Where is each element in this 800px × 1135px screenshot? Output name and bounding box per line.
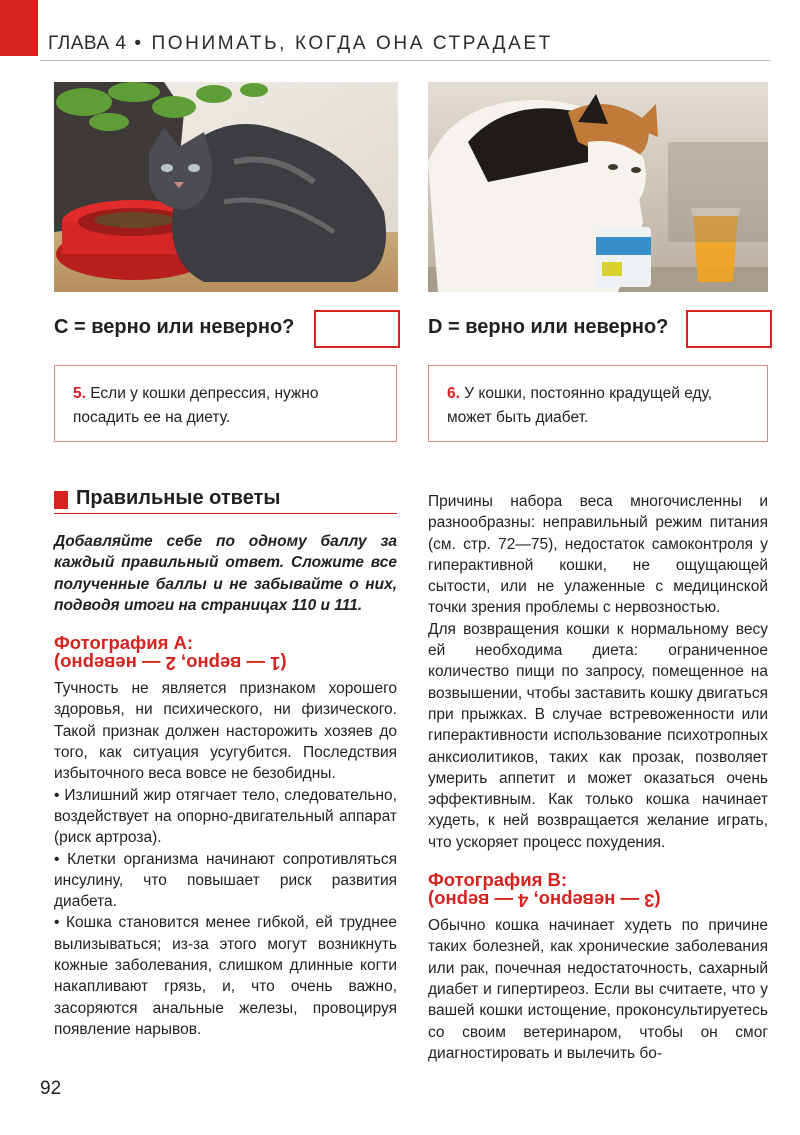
answer-box-c[interactable] bbox=[314, 310, 400, 348]
statement-5-box bbox=[54, 365, 397, 442]
photo-a-paragraph-3: Для возвращения кошки к нормальному весу ей необходима диета: ограниченное количество пищи по запросу, помещенное на возвышении, чтобы заставить кошку двигаться при прыжках. В случае встревоженности или гиперактивности использование психотропных анксиолитиков, таких как прозак, позволяет умерить аппетит и может оказаться очень эффективным. Как только кошка начинает худеть, к ней возвращается желание играть, что ускоряет процесс похудения. bbox=[428, 620, 768, 851]
photo-a-paragraph-1: Тучность не является признаком хорошего здоровья, ни психического, ни физического. Такой признак должен насторожить хозяев до того, как ситуация усугубится. Последствия избыточного веса вовсе не безобидны. bbox=[54, 680, 397, 783]
photo-b-answer-key: (3 — неверно, 4 — верно) bbox=[428, 890, 661, 912]
chapter-header bbox=[48, 33, 553, 55]
scoring-intro: Добавляйте себе по одному баллу за каждый правильный ответ. Сложите все полученные баллы и не забывайте о них, подводя итоги на страницах 110 и 111. bbox=[54, 533, 397, 614]
page-number: 92 bbox=[40, 1078, 62, 1099]
chapter-label: ГЛАВА 4 bbox=[48, 33, 127, 54]
heading-marker bbox=[54, 491, 68, 509]
answer-box-d[interactable] bbox=[686, 310, 772, 348]
photo-d-calico-cat bbox=[428, 82, 768, 292]
photo-b-title: Фотография B: bbox=[428, 869, 568, 891]
photo-a-answer-key: (1 — верно, 2 — неверно) bbox=[54, 653, 287, 675]
chapter-title: ПОНИМАТЬ, КОГДА ОНА СТРАДАЕТ bbox=[151, 33, 553, 54]
bullet-item: • Излишний жир отягчает тело, следовательно, воздействует на опорно-двигательный аппарат (риск артроза). bbox=[54, 786, 397, 847]
chapter-color-tab bbox=[0, 0, 38, 56]
bullet-item: • Клетки организма начинают сопротивляться инсулину, что повышает риск развития диабета. bbox=[54, 850, 397, 911]
photo-b-paragraph-1: Обычно кошка начинает худеть по причине таких болезней, как хронические заболевания или рак, почечная недостаточность, сахарный диабет и гипертиреоз. Если вы считаете, что у вашей кошки истощение, проконсультируетесь со своим ветеринаром, чтобы он смог диагностировать и вылечить бо- bbox=[428, 917, 768, 1062]
photo-a-title: Фотография A: bbox=[54, 632, 194, 654]
photo-a-paragraph-2: Причины набора веса многочисленны и разнообразны: неправильный режим питания (см. стр. 72—75), недостаток самоконтроля у гиперактивной кошки, не ощущающей сытости, или не улаженные с медицинской точки зрения проблемы с нервозностью. bbox=[428, 493, 768, 617]
question-d: D = верно или неверно? bbox=[428, 316, 669, 338]
statement-number: 6. bbox=[447, 385, 460, 402]
statement-number: 5. bbox=[73, 385, 86, 402]
statement-text: У кошки, постоянно крадущей еду, может быть диабет. bbox=[447, 385, 713, 426]
right-column bbox=[428, 491, 768, 1064]
heading-text: Правильные ответы bbox=[76, 487, 281, 509]
correct-answers-heading bbox=[54, 487, 397, 514]
photo-c-kitten bbox=[54, 82, 398, 292]
statement-text: Если у кошки депрессия, нужно посадить ее на диету. bbox=[73, 385, 319, 426]
question-c: C = верно или неверно? bbox=[54, 316, 295, 338]
header-rule bbox=[40, 60, 770, 61]
chapter-separator: • bbox=[134, 33, 144, 54]
statement-6-box bbox=[428, 365, 768, 442]
bullet-item: • Кошка становится менее гибкой, ей труднее вылизываться; из-за этого могут возникнуть кожные заболевания, слишком длинные когти накапливают грязь, и, что очень важно, засоряются анальные железы, провоцируя появление нарывов. bbox=[54, 914, 397, 1038]
left-column bbox=[54, 531, 397, 1040]
